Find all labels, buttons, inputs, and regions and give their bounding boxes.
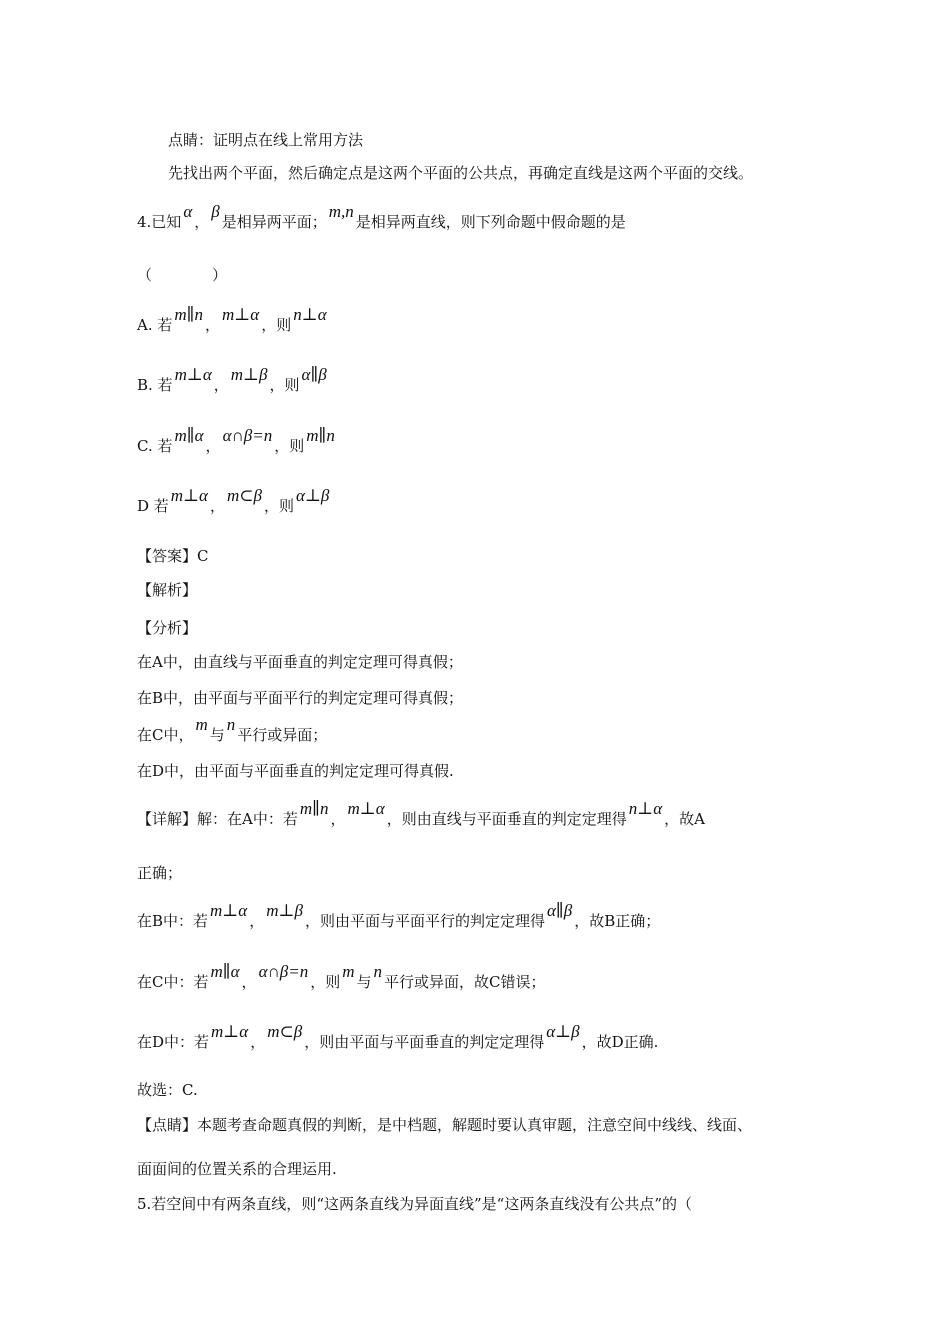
text: ，故D正确.: [581, 1033, 659, 1051]
text: ，则由平面与平面垂直的判定定理得: [304, 1033, 545, 1051]
text: 在D中：若: [137, 1033, 210, 1051]
math-expr: α∩β=n: [258, 962, 309, 981]
q4-answer-blank: （ ）: [137, 266, 228, 284]
math-n: n: [226, 715, 236, 734]
option-label: B. 若: [137, 376, 173, 394]
math-expr: α∥β: [301, 365, 327, 384]
detail-a: [137, 799, 705, 830]
separator: ，则: [261, 316, 292, 334]
option-a: [137, 305, 329, 336]
math-expr: m⊥β: [266, 901, 303, 920]
math-expr: m⊥α: [210, 901, 248, 920]
analysis-heading: 【解析】: [137, 581, 198, 599]
math-expr: m⊂β: [227, 486, 262, 505]
tip-title: 点睛：证明点在线上常用方法: [168, 131, 364, 149]
tip-body: 先找出两个平面，然后确定点是这两个平面的公共点，再确定直线是这两个平面的交线。: [168, 164, 754, 182]
math-expr: m⊥α: [347, 799, 385, 818]
q4-text-1: 是相异两平面；: [221, 213, 327, 231]
separator: ，则: [269, 376, 300, 394]
q4-prefix: 4.已知: [137, 213, 182, 231]
math-expr: α∥β: [546, 901, 573, 920]
math-mn: m,n: [328, 202, 354, 221]
text: ，则由直线与平面垂直的判定定理得: [386, 810, 627, 828]
math-expr: m∥α: [174, 426, 204, 445]
detail-a-cont: 正确；: [137, 864, 183, 882]
text: 在C中，: [137, 726, 194, 744]
dianjing-line-1: 【点睛】本题考查命题真假的判断，是中档题，解题时要认真审题，注意空间中线线、线面、: [137, 1116, 753, 1134]
text: 在C中：若: [137, 973, 209, 991]
question-4-stem: [137, 202, 626, 233]
text: 平行或异面；: [237, 726, 328, 744]
choose-line: 故选：C.: [137, 1081, 198, 1099]
detail-d: [137, 1022, 659, 1053]
separator: ，: [249, 912, 265, 930]
separator: ，则: [264, 497, 295, 515]
option-label: A. 若: [137, 316, 173, 334]
text: ，故B正确；: [574, 912, 661, 930]
option-d: [137, 486, 331, 517]
math-beta: β: [211, 202, 220, 221]
math-expr: α∩β=n: [222, 426, 273, 445]
q4-text-2: 是相异两直线，则下列命题中假命题的是: [355, 213, 626, 231]
text: 在B中：若: [137, 912, 209, 930]
separator: ，: [250, 1033, 266, 1051]
fenxi-heading: 【分析】: [137, 619, 198, 637]
text: ，则由平面与平面平行的判定定理得: [304, 912, 545, 930]
math-expr: m⊥α: [211, 1022, 249, 1041]
math-alpha: α: [183, 202, 193, 221]
analysis-b: 在B中，由平面与平面平行的判定定理可得真假；: [137, 689, 464, 707]
math-expr: m⊥α: [222, 305, 260, 324]
separator: ，: [209, 497, 225, 515]
separator: ，: [330, 810, 346, 828]
option-label: D 若: [137, 497, 169, 515]
math-expr: m∥n: [299, 799, 329, 818]
math-m: m: [195, 715, 208, 734]
separator: ，: [213, 376, 229, 394]
math-expr: α⊥β: [546, 1022, 580, 1041]
detail-c: [137, 962, 546, 993]
math-expr: m⊂β: [267, 1022, 303, 1041]
detail-b: [137, 901, 661, 932]
math-expr: n⊥α: [628, 799, 663, 818]
math-expr: n⊥α: [293, 305, 327, 324]
math-expr: α⊥β: [296, 486, 330, 505]
math-expr: m∥n: [174, 305, 204, 324]
math-expr: m⊥α: [170, 486, 208, 505]
separator: ，: [205, 316, 221, 334]
math-n: n: [373, 962, 383, 981]
text: ，故A: [664, 810, 705, 828]
option-c: [137, 426, 337, 457]
separator: ，: [205, 437, 221, 455]
separator: ，则: [274, 437, 305, 455]
math-expr: m∥α: [210, 962, 240, 981]
q4-comma: ，: [194, 213, 210, 231]
answer-line: 【答案】C: [137, 547, 209, 565]
math-expr: m⊥α: [174, 365, 212, 384]
analysis-c: [137, 715, 328, 746]
option-b: [137, 365, 329, 396]
separator: ，: [241, 973, 257, 991]
question-5-stem: 5.若空间中有两条直线，则“这两条直线为异面直线”是“这两条直线没有公共点”的（: [137, 1195, 692, 1213]
math-m: m: [342, 962, 355, 981]
text: 【详解】解：在A中：若: [137, 810, 298, 828]
math-expr: m∥n: [306, 426, 335, 445]
math-expr: m⊥β: [230, 365, 268, 384]
analysis-a: 在A中，由直线与平面垂直的判定定理可得真假；: [137, 653, 463, 671]
option-label: C. 若: [137, 437, 173, 455]
text: ，则: [310, 973, 341, 991]
analysis-d: 在D中，由平面与平面垂直的判定定理可得真假.: [137, 762, 454, 780]
text: 与: [356, 973, 372, 991]
text: 与: [209, 726, 225, 744]
dianjing-line-2: 面面间的位置关系的合理运用.: [137, 1160, 337, 1178]
text: 平行或异面，故C错误；: [384, 973, 546, 991]
